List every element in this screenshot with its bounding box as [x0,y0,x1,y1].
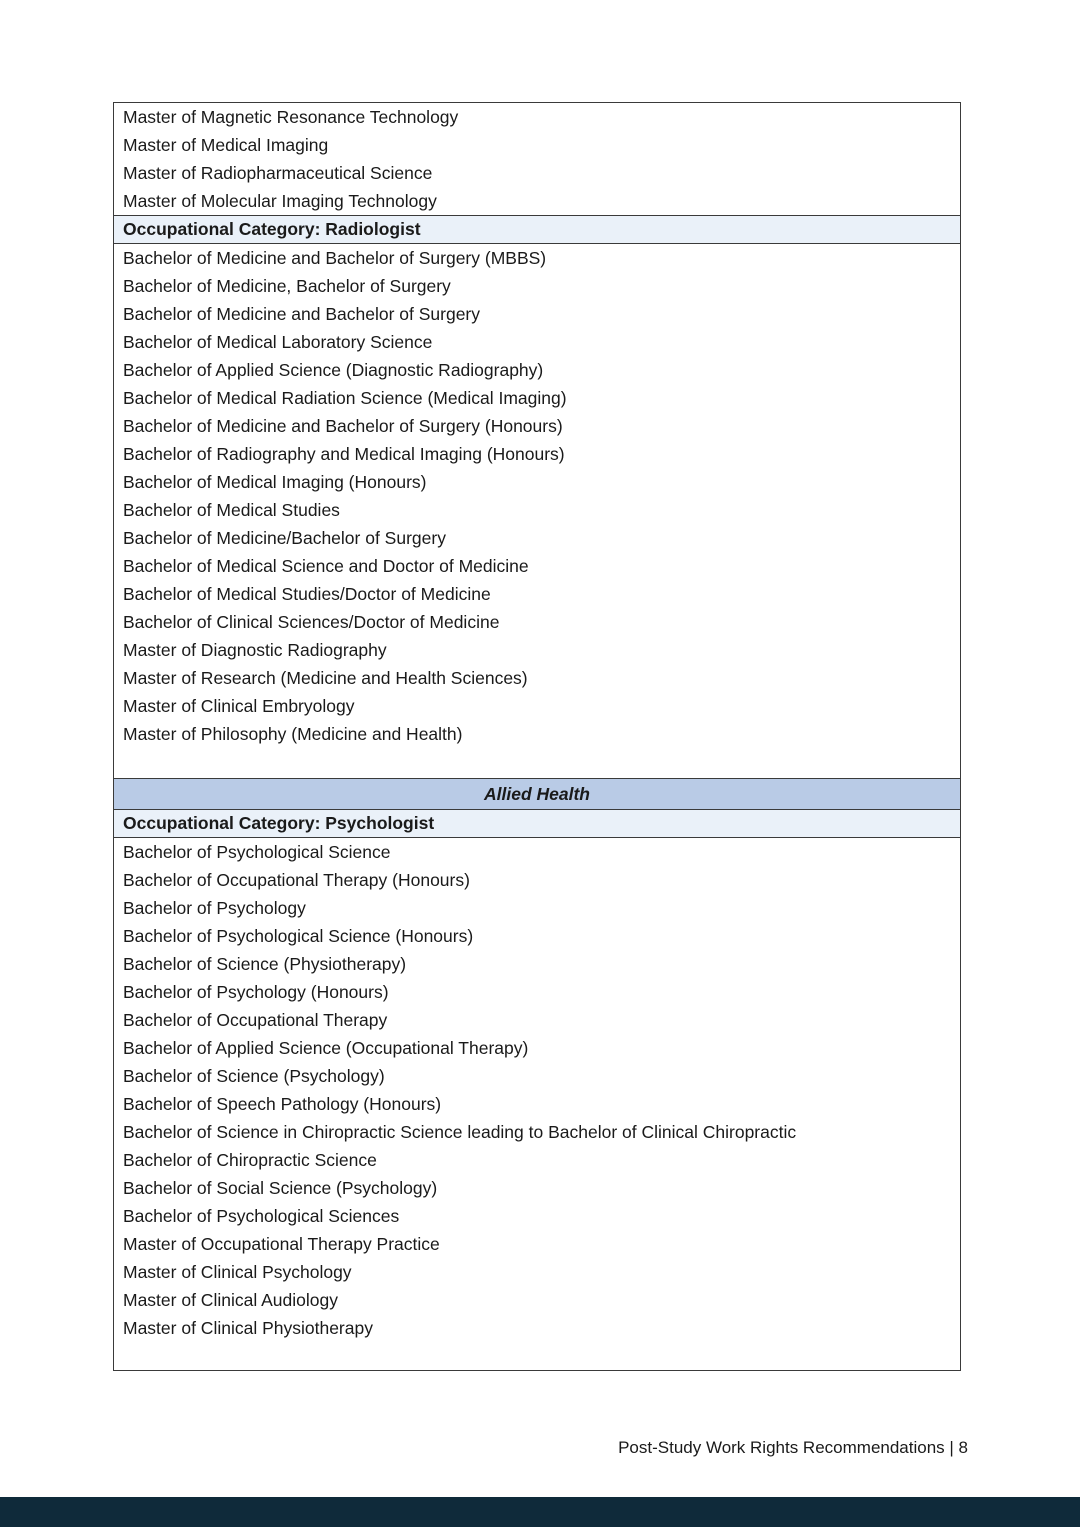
list-item: Master of Occupational Therapy Practice [123,1234,440,1254]
list-item: Bachelor of Science (Physiotherapy) [123,954,407,974]
list-item: Master of Clinical Embryology [123,696,355,716]
qualifications-table [113,102,961,1371]
list-item: Bachelor of Chiropractic Science [123,1150,377,1170]
list-item: Master of Research (Medicine and Health Sciences) [123,668,528,688]
list-item: Bachelor of Radiography and Medical Imaging (Honours) [123,444,565,464]
list-item: Bachelor of Psychological Science (Honours) [123,926,474,946]
page-footer-label: Post-Study Work Rights Recommendations | 8 [618,1438,968,1457]
list-item: Bachelor of Medical Radiation Science (Medical Imaging) [123,388,567,408]
list-item: Bachelor of Medicine and Bachelor of Surgery [123,304,481,324]
list-item: Bachelor of Psychology [123,898,306,918]
list-item: Bachelor of Medicine/Bachelor of Surgery [123,528,446,548]
psychologist-list [114,838,960,1370]
list-item: Bachelor of Applied Science (Occupational Therapy) [123,1038,529,1058]
list-item: Master of Radiopharmaceutical Science [123,163,433,183]
category-header-psychologist: Occupational Category: Psychologist [114,810,960,838]
list-item: Master of Clinical Physiotherapy [123,1318,373,1338]
category-header-radiologist: Occupational Category: Radiologist [114,215,960,244]
list-item: Master of Clinical Audiology [123,1290,338,1310]
list-item: Master of Magnetic Resonance Technology [123,107,459,127]
list-item: Bachelor of Medicine, Bachelor of Surgery [123,276,451,296]
list-item: Bachelor of Speech Pathology (Honours) [123,1094,442,1114]
list-item: Bachelor of Medical Science and Doctor of Medicine [123,556,529,576]
spacer [114,748,960,778]
radiologist-list [114,244,960,778]
top-block [114,103,960,215]
list-item: Bachelor of Medicine and Bachelor of Surgery (MBBS) [123,248,547,268]
list-item: Bachelor of Medical Imaging (Honours) [123,472,427,492]
list-item: Bachelor of Medical Laboratory Science [123,332,433,352]
section-header-allied-health: Allied Health [114,778,960,810]
list-item: Bachelor of Applied Science (Diagnostic Radiography) [123,360,544,380]
spacer [114,1342,960,1370]
list-item: Bachelor of Medicine and Bachelor of Surgery (Honours) [123,416,563,436]
list-item: Bachelor of Science (Psychology) [123,1066,385,1086]
list-item: Master of Diagnostic Radiography [123,640,387,660]
list-item: Bachelor of Occupational Therapy (Honours) [123,870,470,890]
list-item: Bachelor of Psychological Science [123,842,391,862]
list-item: Master of Medical Imaging [123,135,329,155]
list-item: Bachelor of Medical Studies [123,500,340,520]
list-item: Bachelor of Clinical Sciences/Doctor of Medicine [123,612,500,632]
list-item: Bachelor of Social Science (Psychology) [123,1178,438,1198]
list-item: Bachelor of Medical Studies/Doctor of Medicine [123,584,491,604]
list-item: Master of Philosophy (Medicine and Health) [123,724,463,744]
list-item: Master of Clinical Psychology [123,1262,352,1282]
list-item: Bachelor of Occupational Therapy [123,1010,388,1030]
list-item: Master of Molecular Imaging Technology [123,191,437,211]
footer-bar [0,1497,1080,1527]
list-item: Bachelor of Psychological Sciences [123,1206,400,1226]
list-item: Bachelor of Psychology (Honours) [123,982,389,1002]
list-item: Bachelor of Science in Chiropractic Science leading to Bachelor of Clinical Chiropractic [123,1122,797,1142]
